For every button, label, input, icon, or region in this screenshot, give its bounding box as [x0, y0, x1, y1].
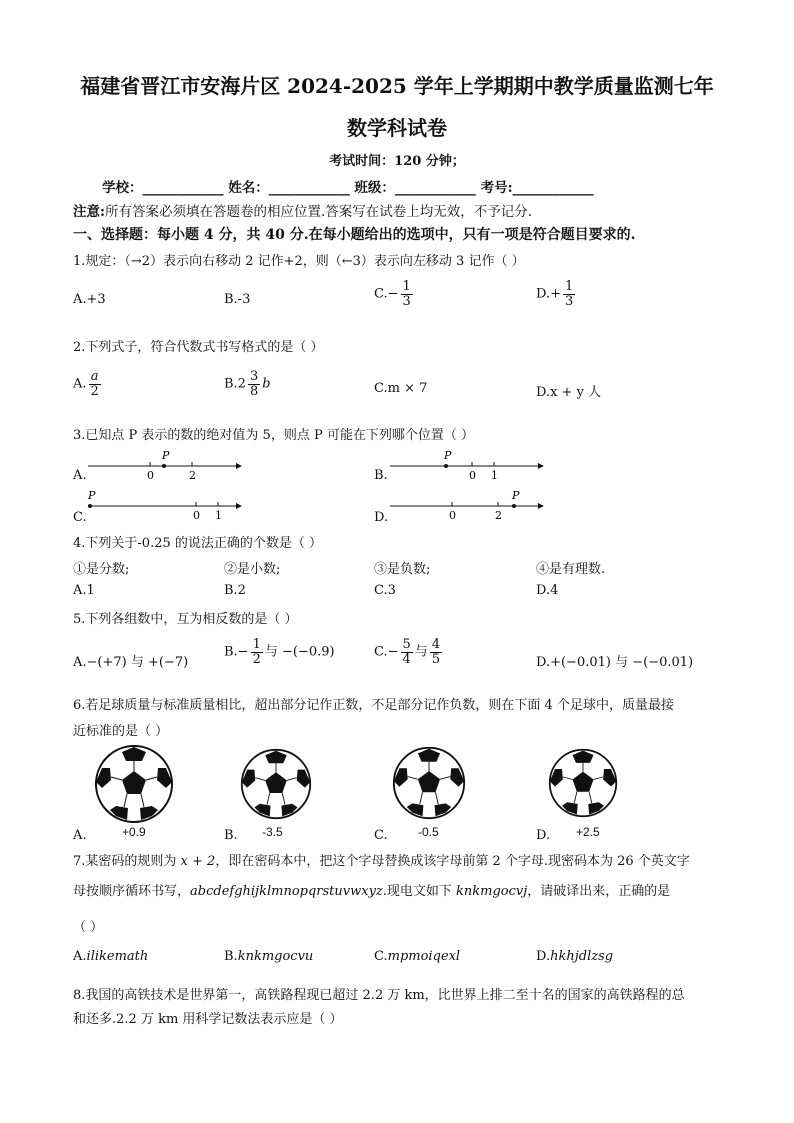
q4-statement-2: ②是小数;: [224, 562, 281, 577]
q1-option-a: A.+3: [73, 292, 106, 307]
q3-p-label-b: P: [444, 449, 452, 462]
q4-statement-3: ③是负数;: [374, 562, 431, 577]
q1-option-d-fraction: $\frac{1}{3}$: [564, 279, 574, 309]
q5-stem: 5.下列各组数中，互为相反数的是（ ）: [73, 612, 298, 627]
q5-option-b: B.− $\frac{1}{2}$ 与 −(−0.9): [224, 637, 335, 667]
q3-point-p-d: [512, 504, 516, 508]
q7-rule-expression: x + 2: [180, 854, 216, 869]
q8-stem-line1: 8.我国的高铁技术是世界第一，高铁路程现已超过 2.2 万 km，比世界上排二至十名的国家的高铁路程的总: [73, 988, 685, 1003]
q3-point-p-b: [444, 464, 448, 468]
q6-value-d: +2.5: [576, 825, 600, 839]
soccer-ball-b: [240, 748, 312, 820]
q3-label-b: B.: [374, 468, 388, 483]
q7-option-a: A.ilikemath: [73, 949, 149, 964]
q7-stem-line2: 母按顺序循环书写，abcdefghijklmnopqrstuvwxyz.现电文如下 knkmgocvj，请破译出来，正确的是: [73, 884, 671, 899]
q3-numberline-b: [388, 448, 548, 484]
svg-text:0: 0: [449, 509, 456, 522]
q6-label-b: B.: [224, 828, 238, 843]
q5-option-c-fraction-2: $\frac{4}{5}$: [431, 637, 441, 667]
student-info-fields: 学校：____________ 姓名：____________ 班级：____________ 考号:____________: [102, 180, 594, 196]
q4-option-a: A.1: [73, 583, 95, 598]
q2-option-a-fraction: $\frac{a}{2}$: [90, 369, 99, 399]
q5-option-a: A.−(+7) 与 +(−7): [73, 655, 189, 670]
q1-option-c-fraction: $\frac{1}{3}$: [402, 279, 411, 309]
q7-option-b: B.knkmgocvu: [224, 949, 314, 964]
q1-option-b: B.-3: [224, 292, 251, 307]
svg-text:1: 1: [215, 509, 222, 522]
q6-value-c: -0.5: [418, 825, 439, 839]
q4-stem: 4.下列关于-0.25 的说法正确的个数是（ ）: [73, 536, 323, 551]
q5-option-b-fraction: $\frac{1}{2}$: [252, 637, 261, 667]
q4-statement-4: ④是有理数.: [536, 562, 606, 577]
q6-label-a: A.: [73, 828, 87, 843]
q3-numberline-c: [86, 488, 246, 524]
q6-stem-line1: 6.若足球质量与标准质量相比，超出部分记作正数，不足部分记作负数，则在下面 4 个足球中，质量最接: [73, 698, 674, 713]
q3-stem: 3.已知点 P 表示的数的绝对值为 5，则点 P 可能在下列哪个位置（ ）: [73, 428, 474, 443]
q7-alphabet: abcdefghijklmnopqrstuvwxyz: [190, 884, 383, 899]
q2-option-b: B.2 $\frac{3}{8}$ b: [224, 369, 271, 399]
q3-p-label-d: P: [512, 489, 520, 502]
q2-option-b-fraction: $\frac{3}{8}$: [249, 369, 259, 399]
q6-label-c: C.: [374, 828, 388, 843]
q6-value-a: +0.9: [122, 825, 146, 839]
svg-text:0: 0: [193, 509, 200, 522]
q8-stem-line2: 和还多.2.2 万 km 用科学记数法表示应是（ ）: [73, 1012, 343, 1027]
soccer-ball-c: [392, 746, 466, 820]
exam-time: 考试时间：120 分钟；: [329, 154, 465, 169]
q3-label-c: C.: [73, 510, 87, 525]
soccer-ball-d: [548, 748, 618, 818]
q4-option-b: B.2: [224, 583, 246, 598]
section1-heading: 一、选择题：每小题 4 分，共 40 分.在每小题给出的选项中，只有一项是符合题目要求的.: [73, 227, 636, 243]
q5-option-d: D.+(−0.01) 与 −(−0.01): [536, 655, 694, 670]
svg-text:1: 1: [491, 469, 498, 482]
q2-option-d: D.x + y 人: [536, 385, 602, 400]
q5-option-c: C.− $\frac{5}{4}$ 与 $\frac{4}{5}$: [374, 637, 441, 667]
q4-option-d: D.4: [536, 583, 559, 598]
q1-stem: 1.规定：（→2）表示向右移动 2 记作+2，则（←3）表示向左移动 3 记作（ ）: [73, 254, 525, 269]
q7-option-d: D.hkhjdlzsg: [536, 949, 614, 964]
q1-option-c: C.− $\frac{1}{3}$: [374, 279, 411, 309]
q3-point-p-a: [162, 464, 166, 468]
q7-option-c: C.mpmoiqexl: [374, 949, 461, 964]
q2-option-a: A. $\frac{a}{2}$: [73, 369, 99, 399]
q3-p-label-c: P: [88, 489, 96, 502]
svg-text:0: 0: [147, 469, 154, 482]
q7-stem-line1: 7.某密码的规则为 x + 2，即在密码本中，把这个字母替换成该字母前第 2 个字母.现密码本为 26 个英文字: [73, 854, 690, 869]
q6-label-d: D.: [536, 828, 551, 843]
q7-stem-line3: （ ）: [73, 920, 104, 935]
q6-value-b: -3.5: [262, 825, 283, 839]
q3-label-d: D.: [374, 510, 389, 525]
q4-option-c: C.3: [374, 583, 396, 598]
notice-text: 所有答案必须填在答题卷的相应位置.答案写在试卷上均无效，不予记分.: [104, 204, 533, 220]
q5-option-c-fraction-1: $\frac{5}{4}$: [402, 637, 411, 667]
svg-text:2: 2: [189, 469, 196, 482]
notice: [73, 200, 532, 220]
q3-numberline-d: [388, 488, 548, 524]
q7-cipher: knkmgocvj: [456, 884, 528, 899]
q1-option-d: D.+ $\frac{1}{3}$: [536, 279, 574, 309]
q4-statement-1: ①是分数;: [73, 562, 130, 577]
q3-label-a: A.: [73, 468, 87, 483]
q2-stem: 2.下列式子，符合代数式书写格式的是（ ）: [73, 340, 324, 355]
q6-stem-line2: 近标准的是（ ）: [73, 724, 169, 739]
soccer-ball-a: [94, 744, 174, 824]
q3-numberline-a: [86, 448, 246, 484]
q3-p-label-a: P: [162, 449, 170, 462]
exam-title-line1: 福建省晋江市安海片区 2024-2025 学年上学期期中教学质量监测七年: [80, 74, 714, 98]
svg-text:2: 2: [495, 509, 502, 522]
q3-point-p-c: [88, 504, 92, 508]
exam-title-line2: 数学科试卷: [347, 116, 447, 140]
q2-option-c: C.m × 7: [374, 381, 428, 396]
notice-label: 注意:: [73, 204, 105, 220]
svg-text:0: 0: [469, 469, 476, 482]
